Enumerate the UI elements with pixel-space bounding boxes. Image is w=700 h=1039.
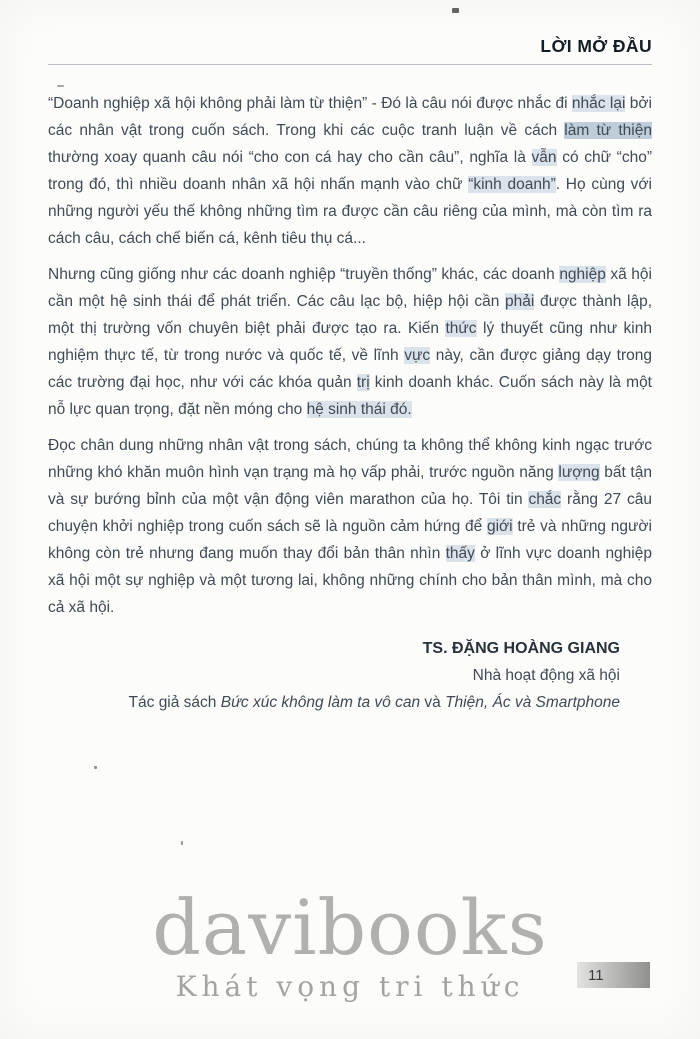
text-segment: Nhưng cũng giống như các doanh nghiệp “truyền thống” khác, các doanh: [48, 266, 560, 283]
page-title: LỜI MỞ ĐẦU: [540, 36, 652, 56]
text-segment: rằng 27 câu chuyện khởi nghiệp trong cuốn sách sẽ là nguồn cảm hứng để: [48, 491, 652, 535]
text-segment: . Họ cùng với những người yếu thế không những tìm ra được cần câu riêng của mình, mà còn tìm ra cách câu, cách chế biến cá, kênh tiêu thụ cá...: [48, 176, 653, 247]
highlighted-text-segment: vẫn: [531, 149, 557, 166]
text-segment: “Doanh nghiệp xã hội không phải làm từ thiện” - Đó là câu nói được nhắc đi: [48, 95, 572, 112]
preface-body: [48, 90, 652, 621]
highlighted-text-segment: trị: [356, 374, 370, 391]
highlighted-text-segment: giới: [486, 518, 513, 535]
text-segment: Thiện, Ác và Smartphone: [445, 694, 620, 711]
text-segment: ở lĩnh vực doanh nghiệp xã hội một sự nghiệp và một tương lai, không những chính cho bản thân mình, mà cho cả xã hội.: [48, 545, 652, 616]
signature-credit: [48, 689, 620, 716]
text-segment: Tác giả sách: [128, 694, 221, 711]
paragraph: [48, 432, 652, 621]
paragraph: [48, 261, 652, 423]
text-segment: xã hội cần một hệ sinh thái để phát triển. Các câu lạc bộ, hiệp hội cần: [48, 266, 652, 310]
page-content: [48, 36, 652, 716]
text-segment: Đọc chân dung những nhân vật trong sách, chúng ta không thể không kinh ngạc trước những khó khăn muôn hình vạn trạng mà họ vấp phải, trước nguồn năng: [48, 437, 652, 481]
page-header: [48, 36, 652, 57]
watermark-tagline: Khát vọng tri thức: [175, 970, 525, 1003]
highlighted-text-segment: vực: [404, 347, 431, 364]
highlighted-text-segment: chắc: [528, 491, 562, 508]
text-segment: bởi các nhân vật trong cuốn sách. Trong khi các cuộc tranh luận về cách: [48, 95, 652, 139]
highlighted-text-segment: “kinh doanh”: [468, 176, 556, 193]
text-segment: trẻ và những người không còn trẻ nhưng đang muốn thay đổi bản thân nhìn: [48, 518, 652, 562]
highlighted-text-segment: nhắc lại: [571, 95, 626, 112]
text-segment: bất tận và sự bướng bỉnh của một vận động viên marathon của họ. Tôi tin: [48, 464, 652, 508]
scan-speck: [452, 8, 459, 13]
paragraph: [48, 90, 652, 252]
watermark-logo: davibooks: [152, 883, 548, 972]
highlighted-text-segment: thức: [445, 320, 477, 337]
highlighted-text-segment: nghiệp: [559, 266, 606, 283]
highlighted-text-segment: thấy: [445, 545, 475, 562]
text-segment: có chữ “cho” trong đó, thì nhiều doanh nhân xã hội nhấn mạnh vào chữ: [48, 149, 652, 193]
highlighted-text-segment: hệ sinh thái đó.: [306, 401, 412, 418]
page-number: 11: [588, 966, 604, 984]
page-number-bar: [577, 962, 650, 988]
signature-role: Nhà hoạt động xã hội: [472, 667, 620, 684]
scan-speck: [181, 841, 183, 845]
signature-block: [48, 635, 652, 716]
text-segment: Bức xúc không làm ta vô can: [220, 694, 421, 711]
header-rule: [48, 64, 652, 65]
text-segment: thường xoay quanh câu nói “cho con cá hay cho cần câu”, nghĩa là: [48, 149, 532, 166]
highlighted-text-segment: phải: [505, 293, 535, 310]
text-segment: được thành lập, một thị trường vốn chuyên biệt phải được tạo ra. Kiến: [48, 293, 653, 337]
highlighted-text-segment: lượng: [558, 464, 600, 481]
signature-name: TS. ĐẶNG HOÀNG GIANG: [422, 640, 620, 657]
highlighted-text-segment: làm từ thiện: [564, 122, 652, 139]
text-segment: và: [420, 694, 446, 711]
text-segment: này, cần được giảng dạy trong các trường đại học, như với các khóa quản: [48, 347, 652, 391]
scan-speck: [94, 766, 97, 769]
text-segment: kinh doanh khác. Cuốn sách này là một nỗ lực quan trọng, đặt nền móng cho: [48, 374, 652, 418]
text-segment: lý thuyết cũng như kinh nghiệm thực tế, từ trong nước và quốc tế, về lĩnh: [48, 320, 652, 364]
